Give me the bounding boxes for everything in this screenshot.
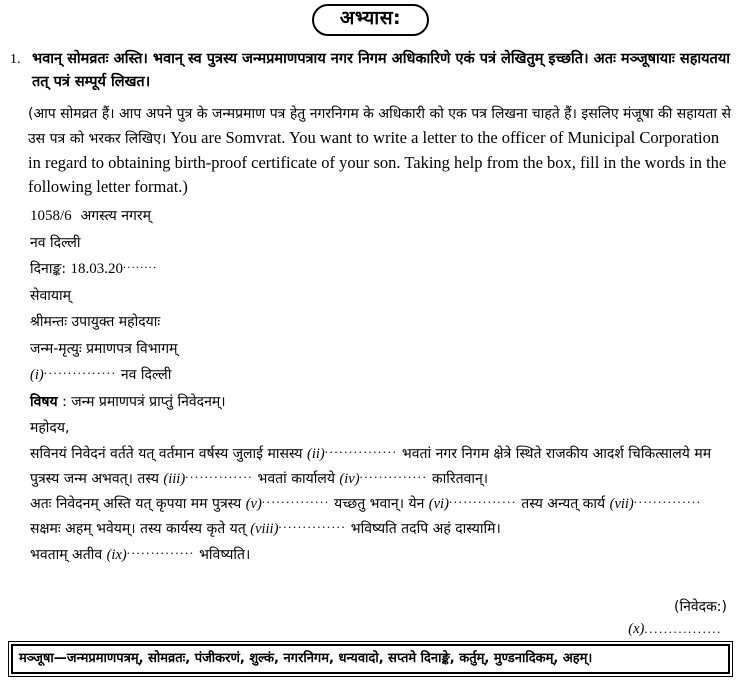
letter-date-line [30, 256, 736, 283]
word-bank-words: जन्मप्रमाणपत्रम्, सोमव्रतः, पंजीकरणं, शुल्कं, नगरनिगम, धन्यवादो, सप्तमे दिनाङ्के, कर्तुम्, मुण्डनादिकम्, अहम्। [66, 651, 593, 666]
page-title: अभ्यास: [312, 4, 429, 36]
date-label: दिनाङ्क: [30, 261, 67, 277]
blank-dots-viii: .............. [278, 515, 347, 531]
blank-dots-iv: .............. [359, 465, 428, 481]
blank-marker-ix: (ix) [106, 546, 127, 563]
body-p2-part-c: तस्य अन्यत् कार्य [521, 495, 606, 512]
letter-sevayam: सेवायाम् [30, 287, 71, 304]
blank-dots-iii: .............. [185, 465, 254, 481]
blank-marker-vii: (vii) [609, 495, 634, 512]
body-p1-part-d: कारितवान्। [431, 470, 489, 487]
subject-separator: : [62, 393, 67, 410]
letter-body-paragraph-1 [30, 442, 736, 492]
letter-format [30, 203, 736, 568]
word-bank-box [8, 641, 733, 677]
body-p1-part-c: भवतां कार्यालये [257, 470, 335, 487]
translation-block [28, 102, 734, 199]
blank-marker-viii: (viii) [250, 520, 279, 537]
letter-greeting: महोदय, [30, 420, 70, 436]
blank-dots-vii: .............. [633, 490, 702, 506]
address-locality: अगस्त्य नगरम् [80, 208, 151, 224]
address-house-number: 1058/6 [30, 208, 72, 224]
blank-marker-v: (v) [245, 495, 262, 512]
page-title-container [0, 4, 741, 36]
question-sanskrit-prompt: भवान् सोमव्रतः अस्ति। भवान् स्व पुत्रस्य जन्मप्रमाणपत्राय नगर निगम अधिकारिणे एकं पत्रं लेखितुम् इच्छति। अतः मञ्जूषायाः सहायतया तत् पत्रं सम्पूर्य लिखत। [32, 51, 730, 90]
date-value: 18.03.20 [70, 261, 123, 277]
question-row [10, 48, 735, 94]
letter-address-line-2: नव दिल्ली [30, 234, 81, 251]
blank-marker-vi: (vi) [428, 495, 449, 512]
body-p1-part-b: भवतां नगर निगम क्षेत्रे स्थिते राजकीय आदर्श चिकित्सालये मम पुत्रस्य जन्म अभवत्। तस्य [30, 445, 712, 487]
letter-recipient-blank-line [30, 362, 736, 389]
signature-blank-line [0, 618, 722, 640]
blank-marker-i: (i) [30, 367, 44, 383]
letter-recipient-line-2: जन्म-मृत्युः प्रमाणपत्र विभागम् [30, 340, 178, 357]
letter-subject-line [30, 389, 736, 416]
translation-hindi: (आप सोमव्रत हैं। आप अपने पुत्र के जन्मप्रमाण पत्र हेतु नगरनिगम के अधिकारी को एक पत्र लिखना चाहते हैं। इसलिए मंजूषा की सहायता से उस पत्र को भरकर लिखिए। [28, 106, 731, 147]
word-bank-label: मञ्जूषा— [19, 651, 67, 666]
body-p2-part-b: यच्छतु भवान्। येन [334, 495, 425, 512]
blank-marker-iii: (iii) [163, 470, 186, 487]
translation-paragraph [28, 102, 734, 199]
blank-marker-x: (x) [628, 621, 645, 637]
blank-dots-i: ............... [43, 362, 117, 378]
blank-dots-vi: .............. [448, 490, 517, 506]
letter-recipient-line-1: श्रीमन्तः उपायुक्त महोदयाः [30, 314, 161, 330]
body-p2-part-e: भविष्यति तदपि अहं दास्यामि। [350, 520, 501, 537]
body-p3-part-b: भविष्यति। [199, 546, 251, 563]
blank-dots-ix: .............. [126, 541, 195, 557]
blank-dots-ii: ............... [324, 440, 398, 456]
blank-marker-ii: (ii) [306, 445, 325, 462]
question-block [10, 48, 735, 94]
subject-text: जन्म प्रमाणपत्रं प्राप्तुं निवेदनम्। [71, 393, 226, 410]
body-p1-part-a: सविनयं निवेदनं वर्तते यत् वर्तमान वर्षस्य जुलाई मासस्य [30, 445, 303, 462]
subject-label: विषय [30, 393, 58, 410]
blank-dots-x: ................ [644, 621, 722, 636]
translation-english: You are Somvrat. You want to write a letter to the officer of Municipal Corporation in regard to obtaining birth-proof certificate of your son. Taking help from the box, fill in the words in the following letter format.) [28, 128, 727, 196]
date-blank-dots: ........ [123, 256, 158, 271]
letter-body-paragraph-3 [30, 542, 736, 569]
letter-body-paragraph-2 [30, 492, 736, 542]
body-p2-part-d: सक्षमः अहम् भवेयम्। तस्य कार्यस्य कृते यत् [30, 520, 246, 537]
body-p2-part-a: अतः निवेदनम् अस्ति यत् कृपया मम पुत्रस्य [30, 495, 242, 512]
signature-label: (निवेदक:) [673, 599, 727, 615]
blank-dots-v: .............. [261, 490, 330, 506]
word-bank-content [11, 644, 730, 674]
body-p3-part-a: भवताम् अतीव [30, 546, 103, 563]
recipient-city: नव दिल्ली [120, 367, 172, 383]
letter-address-line-1 [30, 203, 736, 230]
question-number: 1. [10, 52, 21, 67]
blank-marker-iv: (iv) [339, 470, 360, 487]
